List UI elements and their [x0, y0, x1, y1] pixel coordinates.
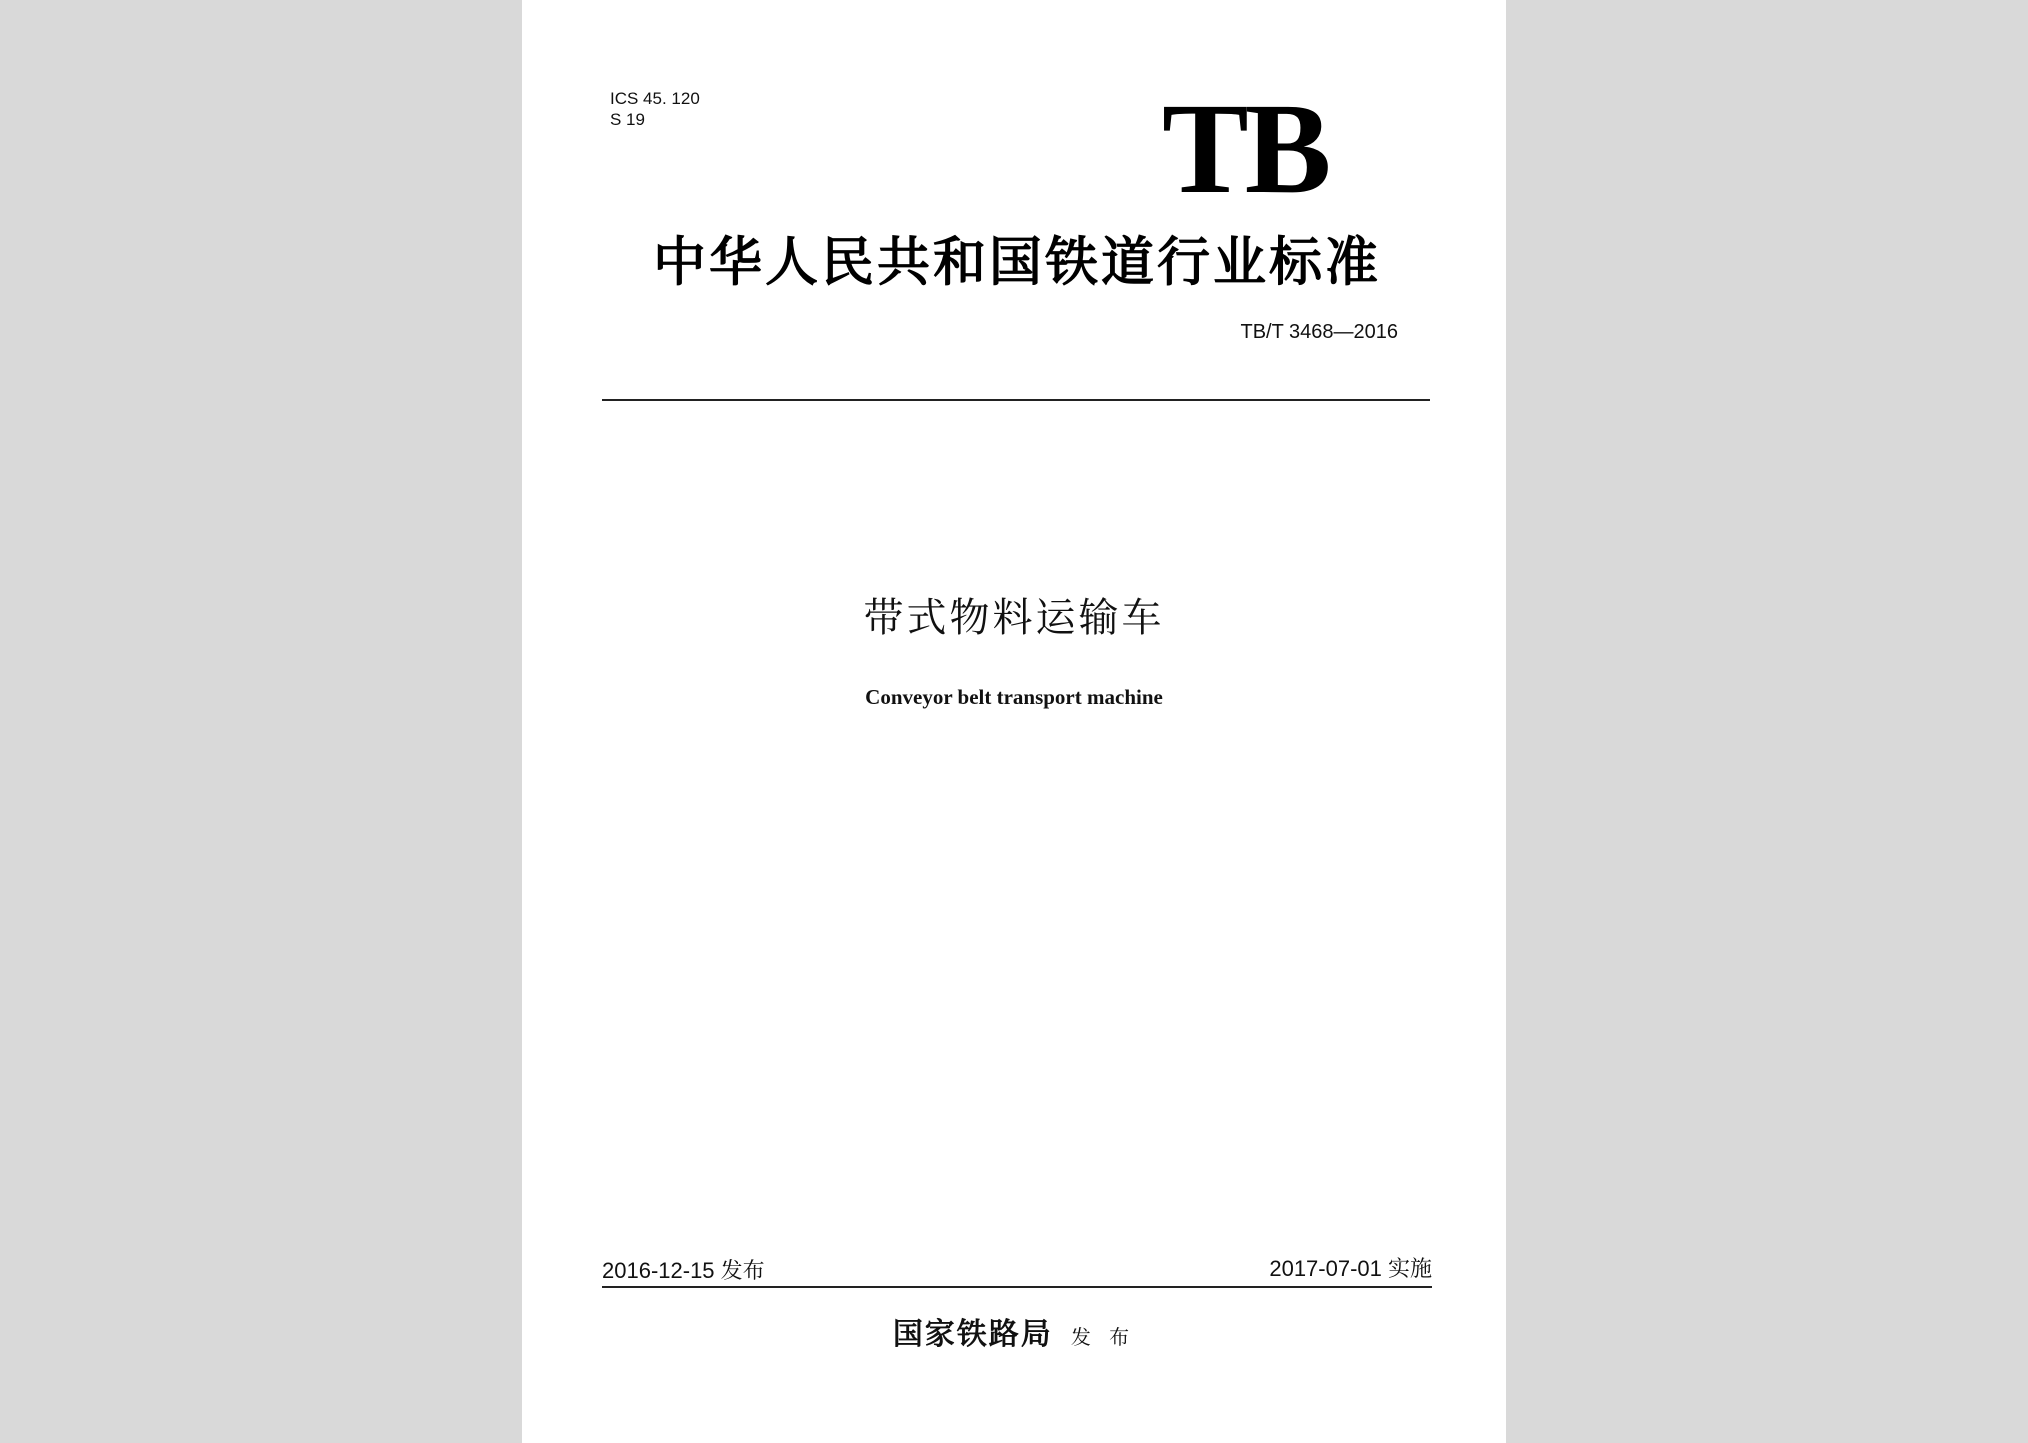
- document-cover-page: [522, 0, 1506, 1443]
- issue-date: 2016-12-15 发布: [602, 1258, 765, 1283]
- document-title-chinese: 带式物料运输车: [863, 595, 1165, 641]
- standard-number: TB/T 3468—2016: [1240, 321, 1398, 343]
- publisher-name: 国家铁路局: [892, 1317, 1053, 1352]
- bottom-divider: [602, 1286, 1432, 1288]
- implementation-date: 2017-07-01 实施: [1269, 1256, 1432, 1281]
- classification-codes: [610, 88, 700, 130]
- ics-code: ICS 45. 120: [610, 89, 700, 108]
- publish-verb: 发 布: [1070, 1325, 1136, 1349]
- standard-mark: TB: [1162, 77, 1328, 221]
- publisher-line: [522, 1316, 1506, 1356]
- standard-title: 中华人民共和国铁道行业标准: [653, 232, 1381, 293]
- document-title-english: Conveyor belt transport machine: [865, 685, 1163, 709]
- class-code: S 19: [610, 110, 645, 129]
- top-divider: [602, 399, 1430, 401]
